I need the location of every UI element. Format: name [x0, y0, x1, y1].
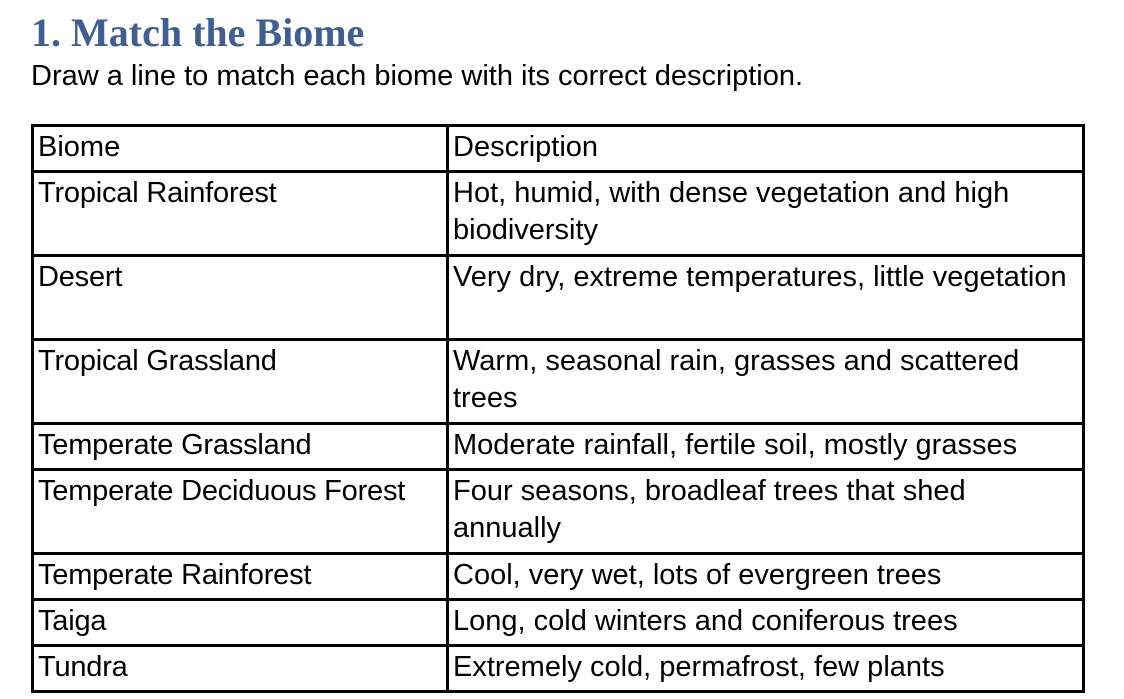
table-row	[33, 554, 1084, 600]
table-row	[33, 424, 1084, 470]
worksheet-title: 1. Match the Biome	[31, 10, 365, 55]
biome-cell: Tropical Grassland	[33, 340, 448, 424]
table-row	[33, 646, 1084, 692]
column-header-biome: Biome	[33, 126, 448, 172]
table-row	[33, 600, 1084, 646]
description-cell: Hot, humid, with dense vegetation and high biodiversity	[448, 172, 1084, 256]
biome-match-table	[31, 124, 1085, 693]
description-cell: Extremely cold, permafrost, few plants	[448, 646, 1084, 692]
description-cell: Warm, seasonal rain, grasses and scattered trees	[448, 340, 1084, 424]
biome-cell: Temperate Grassland	[33, 424, 448, 470]
biome-cell: Tundra	[33, 646, 448, 692]
table-header-row	[33, 126, 1084, 172]
biome-cell: Desert	[33, 256, 448, 340]
description-cell: Very dry, extreme temperatures, little vegetation	[448, 256, 1084, 340]
biome-cell: Temperate Deciduous Forest	[33, 470, 448, 554]
table-row	[33, 340, 1084, 424]
biome-cell: Temperate Rainforest	[33, 554, 448, 600]
instructions-text: Draw a line to match each biome with its correct description.	[31, 60, 804, 92]
description-cell: Cool, very wet, lots of evergreen trees	[448, 554, 1084, 600]
description-cell: Four seasons, broadleaf trees that shed annually	[448, 470, 1084, 554]
description-cell: Moderate rainfall, fertile soil, mostly grasses	[448, 424, 1084, 470]
table-row	[33, 470, 1084, 554]
biome-cell: Taiga	[33, 600, 448, 646]
table-row	[33, 172, 1084, 256]
description-cell: Long, cold winters and coniferous trees	[448, 600, 1084, 646]
table-row	[33, 256, 1084, 340]
column-header-description: Description	[448, 126, 1084, 172]
biome-cell: Tropical Rainforest	[33, 172, 448, 256]
